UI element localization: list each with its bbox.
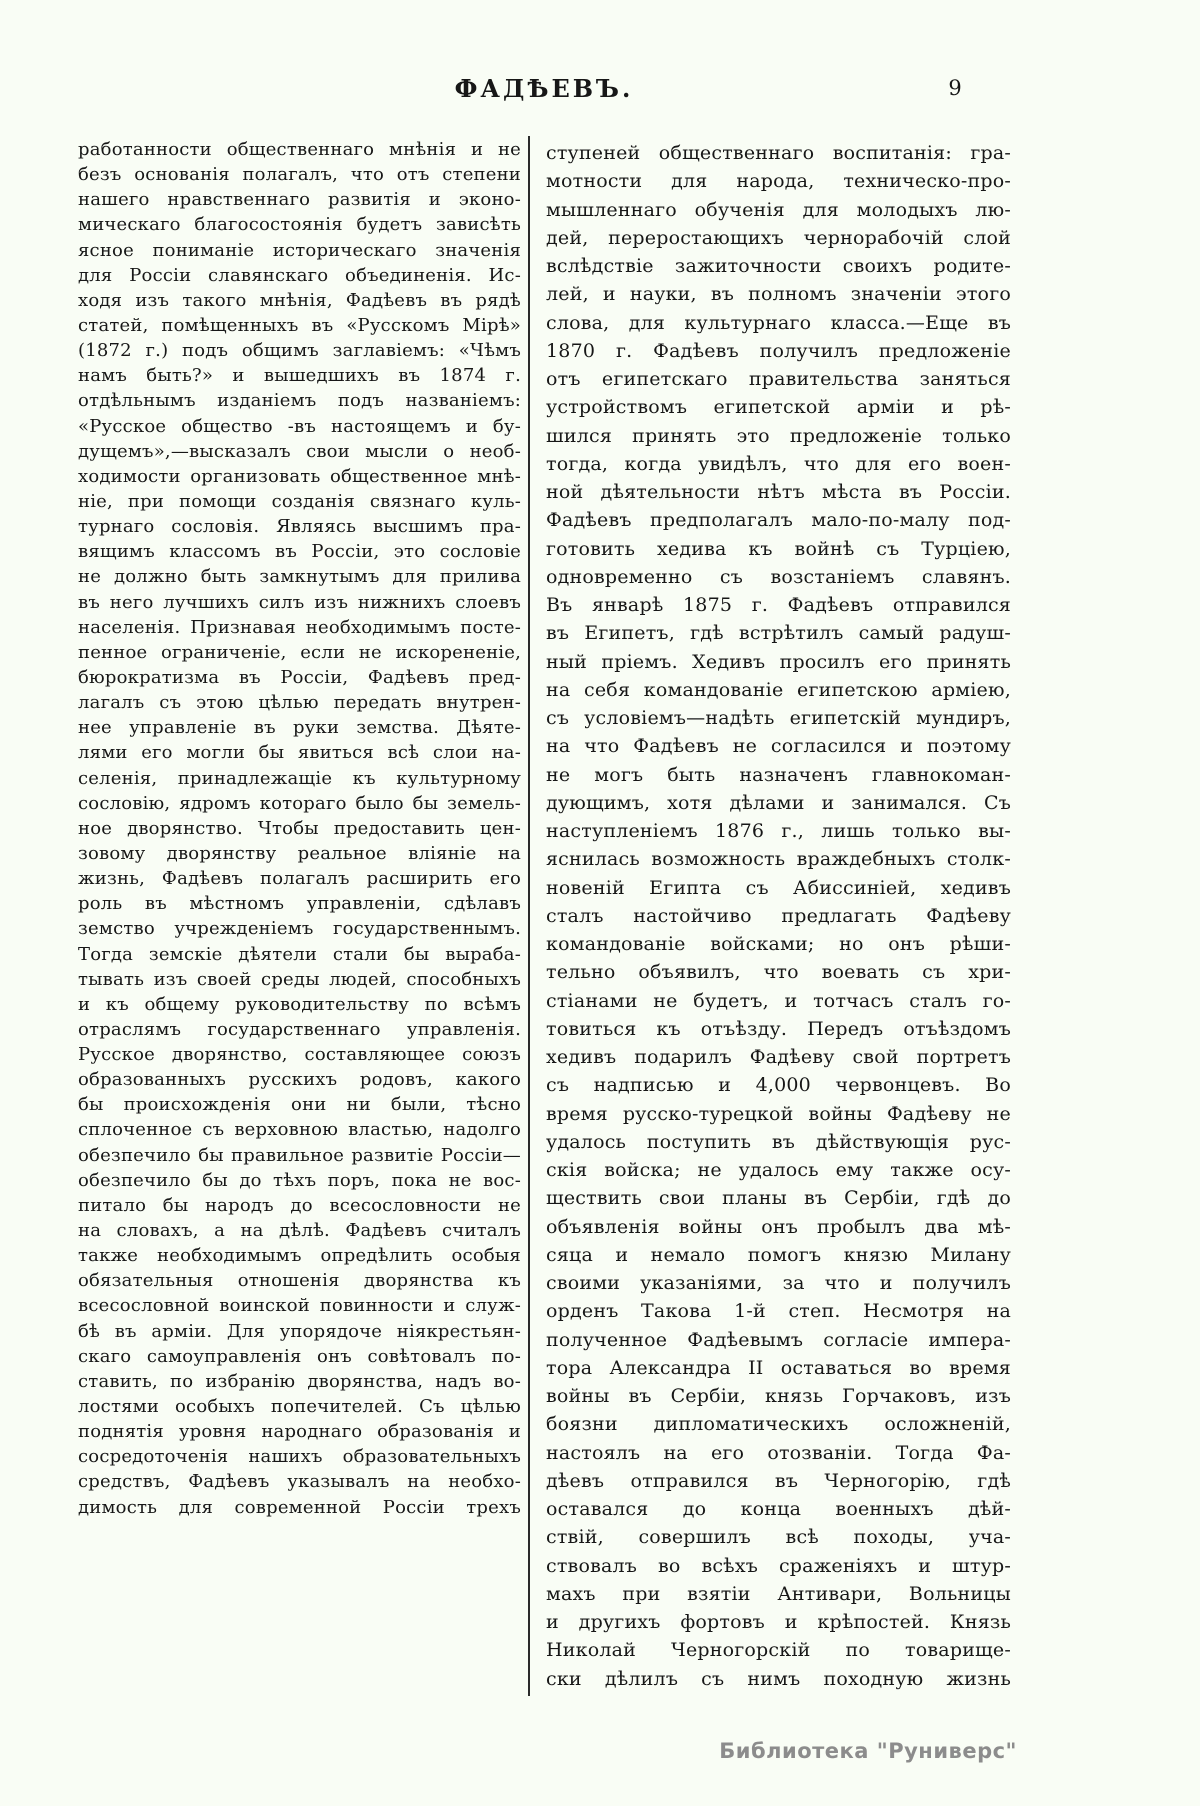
- text-line: статей, помѣщенныхъ въ «Русскомъ Мірѣ»: [78, 314, 521, 336]
- text-line: боязни дипломатическихъ осложненій,: [546, 1413, 1011, 1436]
- text-line: поднятія уровня народнаго образованія и: [78, 1421, 521, 1443]
- text-line: сословію, ядромъ котораго было бы земель-: [78, 792, 521, 814]
- text-line: бы происхожденія они ни были, тѣсно: [78, 1094, 521, 1116]
- text-line: тора Александра II оставаться во время: [546, 1356, 1011, 1379]
- text-line: ходимости организовать общественное мнѣ-: [78, 465, 521, 487]
- text-line: въ Египетъ, гдѣ встрѣтилъ самый радуш-: [546, 622, 1011, 645]
- text-line: оставался до конца военныхъ дѣй-: [546, 1498, 1011, 1520]
- text-line: время русско-турецкой войны Фадѣеву не: [546, 1102, 1011, 1125]
- text-line: на словахъ, а на дѣлѣ. Фадѣевъ считалъ: [78, 1220, 521, 1242]
- text-line: дѣевъ отправился въ Черногорію, гдѣ: [546, 1469, 1011, 1492]
- text-line: товиться къ отъѣзду. Передъ отъѣздомъ: [546, 1017, 1011, 1040]
- text-line: нее управленіе въ руки земства. Дѣяте-: [78, 717, 521, 739]
- text-line: скія войска; не удалось ему также осу-: [546, 1159, 1011, 1181]
- text-line: Фадѣевъ предполагалъ мало-по-малу под-: [546, 509, 1011, 532]
- text-line: обезпечило бы правильное развитіе Россіи—: [78, 1144, 521, 1166]
- text-line: жизнь, Фадѣевъ полагалъ расширить его: [78, 868, 521, 890]
- text-line: обезпечило бы до тѣхъ поръ, пока не вос-: [78, 1169, 521, 1191]
- text-line: отраслямъ государственнаго управленія.: [78, 1018, 521, 1040]
- text-line: всесословной воинской повинности и служ-: [78, 1295, 521, 1317]
- text-line: въ него лучшихъ силъ изъ нижнихъ слоевъ: [78, 591, 521, 613]
- text-column-left: [78, 137, 521, 1520]
- text-column-right: [546, 139, 1011, 1693]
- text-line: своими указаніями, за что и получилъ: [546, 1272, 1011, 1294]
- text-line: ски дѣлилъ съ нимъ походную жизнь: [546, 1667, 1011, 1690]
- text-line: шился принять это предложеніе только: [546, 424, 1011, 447]
- text-line: на себя командованіе египетскою арміею,: [546, 678, 1011, 701]
- text-line: ясное пониманіе историческаго значенія: [78, 239, 521, 261]
- text-line: махъ при взятіи Антивари, Вольницы: [546, 1582, 1011, 1605]
- text-line: съ надписью и 4,000 червонцевъ. Во: [546, 1074, 1011, 1097]
- text-line: бюрократизма въ Россіи, Фадѣевъ пред-: [78, 666, 521, 688]
- text-line: также необходимымъ опредѣлить особыя: [78, 1245, 521, 1267]
- text-line: (1872 г.) подъ общимъ заглавіемъ: «Чѣмъ: [78, 340, 521, 362]
- text-line: и другихъ фортовъ и крѣпостей. Князь: [546, 1611, 1011, 1633]
- text-line: готовить хедива къ войнѣ съ Турціею,: [546, 537, 1011, 560]
- text-line: ное дворянство. Чтобы предоставить цен-: [78, 817, 521, 839]
- text-line: дующимъ, хотя дѣлами и занимался. Съ: [546, 791, 1011, 814]
- text-line: земство учрежденіемъ государственнымъ.: [78, 918, 521, 940]
- text-line: съ условіемъ—надѣть египетскій мундиръ,: [546, 707, 1011, 729]
- text-line: отдѣльнымъ изданіемъ подъ названіемъ:: [78, 390, 521, 412]
- text-line: ный пріемъ. Хедивъ просилъ его принять: [546, 650, 1011, 673]
- text-line: на что Фадѣевъ не согласился и поэтому: [546, 735, 1011, 758]
- text-line: сталъ настойчиво предлагать Фадѣеву: [546, 904, 1011, 927]
- text-line: вслѣдствіе зажиточности своихъ родите-: [546, 255, 1011, 277]
- text-line: средствъ, Фадѣевъ указывалъ на необхо-: [78, 1471, 521, 1493]
- text-line: дей, переростающихъ чернорабочій слой: [546, 226, 1011, 249]
- text-line: лостями особыхъ попечителей. Съ цѣлью: [78, 1396, 521, 1418]
- text-line: ступеней общественнаго воспитанія: гра-: [546, 142, 1011, 164]
- running-header-title: ФАДѢЕВЪ.: [454, 74, 634, 103]
- text-line: наступленіемъ 1876 г., лишь только вы-: [546, 820, 1011, 842]
- text-line: ходя изъ такого мнѣнія, Фадѣевъ въ рядѣ: [78, 289, 521, 311]
- text-line: командованіе войсками; но онъ рѣши-: [546, 933, 1011, 955]
- text-line: и къ общему руководительству по всѣмъ: [78, 993, 521, 1015]
- text-line: не могъ быть назначенъ главнокоман-: [546, 763, 1011, 786]
- text-line: лей, и науки, въ полномъ значеніи этого: [546, 283, 1011, 306]
- text-line: войны въ Сербіи, князь Горчаковъ, изъ: [546, 1385, 1011, 1407]
- text-line: настоялъ на его отозваніи. Тогда Фа-: [546, 1441, 1011, 1464]
- text-line: бѣ въ арміи. Для упорядоче ніякрестьян-: [78, 1320, 521, 1342]
- text-line: слова, для культурнаго класса.—Еще въ: [546, 311, 1011, 334]
- text-line: питало бы народъ до всесословности не: [78, 1194, 521, 1216]
- text-line: мышленнаго обученія для молодыхъ лю-: [546, 198, 1011, 221]
- text-line: тогда, когда увидѣлъ, что для его воен-: [546, 452, 1011, 475]
- text-line: пенное ограниченіе, если не искорененіе,: [78, 641, 521, 663]
- text-line: лями его могли бы явиться всѣ слои на-: [78, 742, 521, 764]
- text-line: сплоченное съ верховною властью, надолго: [78, 1119, 521, 1141]
- text-line: вящимъ классомъ въ Россіи, это сословіе: [78, 541, 521, 563]
- text-line: селенія, принадлежащіе къ культурному: [78, 767, 521, 789]
- text-line: полученное Фадѣевымъ согласіе импера-: [546, 1328, 1011, 1351]
- text-line: ніе, при помощи созданія связнаго куль-: [78, 490, 521, 512]
- text-line: орденъ Такова 1-й степ. Несмотря на: [546, 1300, 1011, 1323]
- text-line: роль въ мѣстномъ управленіи, сдѣлавъ: [78, 893, 521, 915]
- text-line: обязательныя отношенія дворянства къ: [78, 1270, 521, 1292]
- text-line: работанности общественнаго мнѣнія и не: [78, 139, 521, 160]
- text-line: тывать изъ своей среды людей, способныхъ: [78, 968, 521, 990]
- text-line: скаго самоуправленія онъ совѣтовалъ по-: [78, 1345, 521, 1367]
- text-line: отъ египетскаго правительства заняться: [546, 368, 1011, 390]
- text-line: ствій, совершилъ всѣ походы, уча-: [546, 1526, 1011, 1549]
- text-line: турнаго сословія. Являясь высшимъ пра-: [78, 516, 521, 538]
- text-line: «Русское общество -въ настоящемъ и бу-: [78, 415, 521, 437]
- text-line: яснилась возможность враждебныхъ столк-: [546, 848, 1011, 871]
- text-line: хедивъ подарилъ Фадѣеву свой портретъ: [546, 1046, 1011, 1068]
- text-line: устройствомъ египетской арміи и рѣ-: [546, 396, 1011, 419]
- text-line: тельно объявилъ, что воевать съ хри-: [546, 961, 1011, 984]
- text-line: зовому дворянству реальное вліяніе на: [78, 842, 521, 864]
- text-line: намъ быть?» и вышедшихъ въ 1874 г.: [78, 365, 521, 387]
- text-line: нашего нравственнаго развитія и эконо-: [78, 189, 521, 211]
- text-line: ставить, по избранію дворянства, надъ во-: [78, 1370, 521, 1392]
- text-line: мическаго благосостоянія будетъ зависѣть: [78, 214, 521, 236]
- text-line: Русское дворянство, составляющее союзъ: [78, 1044, 521, 1066]
- text-line: димость для современной Россіи трехъ: [78, 1496, 521, 1518]
- text-line: объявленія войны онъ пробылъ два мѣ-: [546, 1215, 1011, 1238]
- text-line: одновременно съ возстаніемъ славянъ.: [546, 565, 1011, 588]
- text-line: стіанами не будетъ, и тотчасъ сталъ го-: [546, 989, 1011, 1012]
- text-line: Николай Черногорскій по товарище-: [546, 1639, 1011, 1662]
- text-line: удалось поступить въ дѣйствующія рус-: [546, 1130, 1011, 1153]
- text-line: дущемъ»,—высказалъ свои мысли о необ-: [78, 440, 521, 462]
- page-number: 9: [948, 76, 962, 100]
- text-line: для Россіи славянскаго объединенія. Ис-: [78, 264, 521, 286]
- text-line: сяца и немало помогъ князю Милану: [546, 1243, 1011, 1266]
- text-line: безъ основанія полагалъ, что отъ степени: [78, 164, 521, 186]
- text-line: сосредоточенія нашихъ образовательныхъ: [78, 1446, 521, 1468]
- text-line: ной дѣятельности нѣтъ мѣста въ Россіи.: [546, 481, 1011, 503]
- column-divider: [528, 136, 530, 1696]
- text-line: образованныхъ русскихъ родовъ, какого: [78, 1069, 521, 1091]
- library-watermark: Библиотека "Руниверс": [719, 1739, 1017, 1763]
- text-line: населенія. Признавая необходимымъ посте-: [78, 616, 521, 638]
- text-line: лагалъ съ этою цѣлью передать внутрен-: [78, 692, 521, 714]
- text-line: Въ январѣ 1875 г. Фадѣевъ отправился: [546, 594, 1011, 616]
- text-line: ствовалъ во всѣхъ сраженіяхъ и штур-: [546, 1554, 1011, 1577]
- text-line: новеній Египта съ Абиссиніей, хедивъ: [546, 876, 1011, 899]
- text-line: 1870 г. Фадѣевъ получилъ предложеніе: [546, 339, 1011, 362]
- text-line: не должно быть замкнутымъ для прилива: [78, 566, 521, 588]
- text-line: Тогда земскіе дѣятели стали бы выраба-: [78, 943, 521, 965]
- text-line: мотности для народа, техническо-про-: [546, 170, 1011, 193]
- text-line: ществить свои планы въ Сербіи, гдѣ до: [546, 1187, 1011, 1210]
